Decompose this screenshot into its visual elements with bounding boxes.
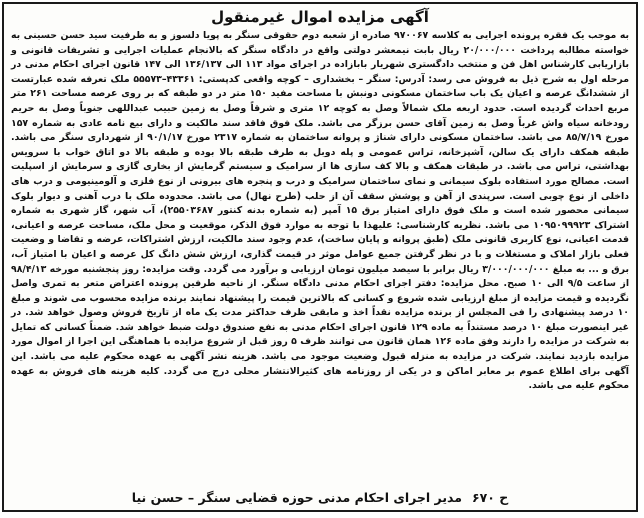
footer-code: ح ۶۷۰ (472, 490, 509, 505)
notice-title: آگهی مزایده اموال غیرمنقول (211, 8, 429, 26)
notice-footer (4, 489, 636, 507)
auction-notice (2, 2, 638, 512)
footer-office: مدیر اجرای احکام مدنی حوزه قضایی سنگر – حسن نیا (131, 490, 462, 505)
notice-body: به موجب یک فقره پرونده اجرایی به کلاسه ۹۷۰۰۶۷ صادره از شعبه دوم حقوقی سنگر به پویا دلسوز و به طرفیت سید حسن حسینی به خواسته مطالبه پرداخت ۲۰/۰۰۰/۰۰۰ ریال بابت نیمعشر دولتی واقع در دادگاه سنگر که بالانجام عملیات اجرایی و تشریفات قانونی و بازاریابی کارشناس اهل فن و منتخب دادگستری شهریار بابازاده در اجرای مواد ۱۱۳ الی ۱۳۶/۱۳۷ الی ۱۴۷ قانون اجرای احکام مدنی در مرحله اول به شرح ذیل به فروش می رسد: آدرس: سنگر – بخشداری – کوچه واقعی کدپستی: ۴۳۳۶۱–۵۵۵۷۳ ملک تعرفه شده عبارتست از ششدانگ عرصه و اعیان یک باب ساختمان مسکونی دونبش با مساحت مفید ۱۵۰ متر در دو طبقه که بر روی عرصه مساحت ۲۶۱ متر مربع احداث گردیده است. حدود اربعه ملک شمالاً وصل به کوچه ۱۲ متری و شرقاً وصل به زمین حبیب عبداللهی جنوباً وصل به حریم رودخانه سیاه واش غرباً وصل به زمین آقای حسن برزگر می باشد. ملک فوق فاقد سند مالکیت و دارای بیع نامه عادی به شماره ۱۵۷ مورخ ۸۵/۷/۱۹ می باشد. ساختمان مسکونی دارای شناژ و پروانه ساختمان به شماره ۲۳۱۷ مورخ ۹۰/۱/۱۷ از شهرداری سنگر می باشد. طبقه همکف دارای یک سالن، آشپزخانه، تراس عمومی و پله دوبل به طرف طبقه بالا بوده و طبقه بالا دو اتاق خواب با سرویس بهداشتی، تراس می باشد. در طبقات همکف و بالا کف سازی ها از سرامیک و سیستم گرمایش از بخاری گازی و سرمایش از اسپلیت است. مصالح مورد استفاده بلوک سیمانی و نمای ساختمان سرامیک و درب و پنجره های بیرونی از نوع فلزی و آلومینیومی و درب های داخلی از نوع چوبی است. سرپندی از آهن و پوشش سقف آن از حلب (طرح نهال) می باشد. محدوده ملک با درب آهنی و دیوار بلوک سیمانی محصور شده است و ملک فوق دارای امتیاز برق ۱۵ آمپر (به شماره بدنه کنتور ۲۵۵۰۳۶۸۷)، آب شهر، گاز شهری به شماره اشتراک ۱۰۹۵۰۹۹۹۲۳ می باشد. نظریه کارشناسی: علیهذا با توجه به موارد فوق الذکر، موقعیت و محل ملک، مساحت عرصه و اعیانی، قدمت اعیانی، نوع کاربری قانونی ملک (طبق پروانه و پایان ساخت)، عدم وجود سند مالکیت، ارزش اشتراکات، عرضه و تقاضا و وضعیت فعلی بازار املاک و مستغلات و با در نظر گرفتن جمیع عوامل موثر در قیمت گذاری، ارزش شش دانگ کل عرصه و اعیان با امتیاز آب، برق و ... به مبلغ ۳/۰۰۰/۰۰۰/۰۰۰ ریال برابر با سیصد میلیون تومان ارزیابی و برآورد می گردد. وقت مزایده: روز پنجشنبه مورخه ۹۸/۴/۱۳ از ساعت ۹/۵ الی ۱۰ صبح. محل مزایده: دفتر اجرای احکام مدنی دادگاه سنگر. از ناحیه طرفین پرونده اعتراض متعر به تمری واصل نگردیده و قیمت مزایده از مبلغ ارزیابی شده شروع و کسانی که بالاترین قیمت را پیشنهاد نمایند برنده مزایده محسوب می شوند و مبلغ ۱۰ درصد پیشنهادی را فی المجلس از برنده مزایده نقداً اخذ و مابقی ظرف حداکثر مدت یک ماه از تاریخ فروش وصول خواهد شد. در غیر اینصورت مبلغ ۱۰ درصد مستنداً به ماده ۱۲۹ قانون اجرای احکام مدنی به نفع صندوق دولت ضبط خواهد شد. ضمناً کسانی که تمایل به شرکت در مزایده را دارند وفق ماده ۱۲۶ همان قانون می توانند ظرف ۵ روز قبل از شروع مزایده با هماهنگی این اجرا از اموال مورد مزایده بازدید نمایند. شرکت در مزایده به منزله قبول وضعیت موجود می باشد. هزینه نشر آگهی به عهده محکوم علیه می باشد. این آگهی برای اطلاع عموم بر معابر اماکن و در یکی از روزنامه های کثیرالانتشار محلی درج می گردد. کلیه هزینه های فروش به عهده محکوم علیه می باشد. (11, 30, 630, 392)
